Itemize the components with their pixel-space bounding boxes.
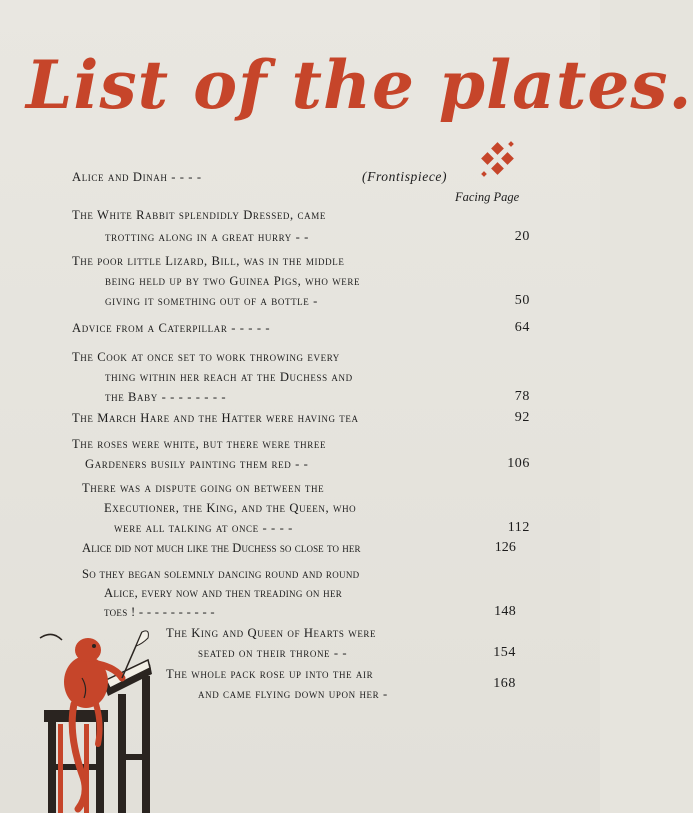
plate-caption-line: toes ! - - - - - - - - - - bbox=[104, 605, 215, 619]
plate-page-number: 92 bbox=[514, 410, 530, 425]
plate-entry bbox=[72, 317, 530, 341]
plate-page-number: 20 bbox=[514, 229, 530, 244]
plate-page-number: 50 bbox=[514, 293, 530, 308]
plate-caption-line: Alice, every now and then treading on her bbox=[104, 586, 343, 600]
plate-caption-line: The roses were white, but there were three bbox=[72, 437, 327, 451]
plate-entry bbox=[72, 407, 530, 431]
frontispiece-label: (Frontispiece) bbox=[362, 169, 448, 184]
plate-caption-line: So they began solemnly dancing round and round bbox=[82, 567, 360, 581]
plate-caption-line: were all talking at once - - - - bbox=[114, 521, 293, 535]
plate-caption-line: There was a dispute going on between the bbox=[82, 481, 325, 495]
plate-entry bbox=[72, 433, 530, 479]
plate-page-number: 154 bbox=[493, 645, 516, 660]
plate-entry bbox=[82, 563, 516, 629]
plate-caption-line: Executioner, the King, and the Queen, who bbox=[104, 501, 357, 515]
plate-caption-line: seated on their throne - - bbox=[198, 646, 348, 660]
plate-caption-line: the Baby - - - - - - - - bbox=[105, 390, 227, 404]
plate-caption-line: thing within her reach at the Duchess and bbox=[105, 370, 353, 384]
plate-entry bbox=[72, 250, 530, 316]
plate-caption-line: Gardeners busily painting them red - - bbox=[85, 457, 309, 471]
plate-page-number: 78 bbox=[514, 389, 530, 404]
plate-entry bbox=[72, 204, 530, 250]
plate-caption-line: being held up by two Guinea Pigs, who were bbox=[105, 274, 361, 288]
plate-page-number: 126 bbox=[494, 540, 516, 555]
plate-page-number: 168 bbox=[493, 676, 516, 691]
plate-caption-line: and came flying down upon her - bbox=[198, 687, 388, 701]
plate-caption-line: The poor little Lizard, Bill, was in the middle bbox=[72, 254, 345, 268]
plate-caption-line: The King and Queen of Hearts were bbox=[166, 626, 377, 640]
plate-entry bbox=[72, 166, 532, 190]
plate-caption-line: The whole pack rose up into the air bbox=[166, 667, 374, 681]
page-title: List of the plates. bbox=[26, 46, 693, 124]
plate-caption-line: The March Hare and the Hatter were having tea bbox=[72, 411, 359, 425]
plate-page-number: 148 bbox=[494, 604, 516, 619]
plate-caption-line: trotting along in a great hurry - - bbox=[105, 230, 309, 244]
plate-caption-line: Alice and Dinah - - - - bbox=[72, 170, 202, 184]
plate-entry bbox=[166, 622, 516, 668]
plate-page-number: 106 bbox=[507, 456, 530, 471]
plate-page-number: 64 bbox=[514, 320, 530, 335]
plate-caption-line: giving it something out of a bottle - bbox=[105, 294, 318, 308]
plate-entry bbox=[82, 537, 516, 561]
plate-caption-line: Alice did not much like the Duchess so close to her bbox=[82, 541, 361, 555]
plate-caption-line: Advice from a Caterpillar - - - - - bbox=[72, 321, 271, 335]
plate-caption-line: The White Rabbit splendidly Dressed, came bbox=[72, 208, 326, 222]
plate-entry bbox=[82, 477, 530, 543]
plate-page-number: 112 bbox=[507, 520, 530, 535]
plate-caption-line: The Cook at once set to work throwing every bbox=[72, 350, 340, 364]
lizard-at-desk-illustration bbox=[38, 624, 158, 813]
plate-entry bbox=[72, 346, 530, 412]
facing-page-label: Facing Page bbox=[455, 190, 520, 204]
plate-entry bbox=[166, 663, 516, 709]
